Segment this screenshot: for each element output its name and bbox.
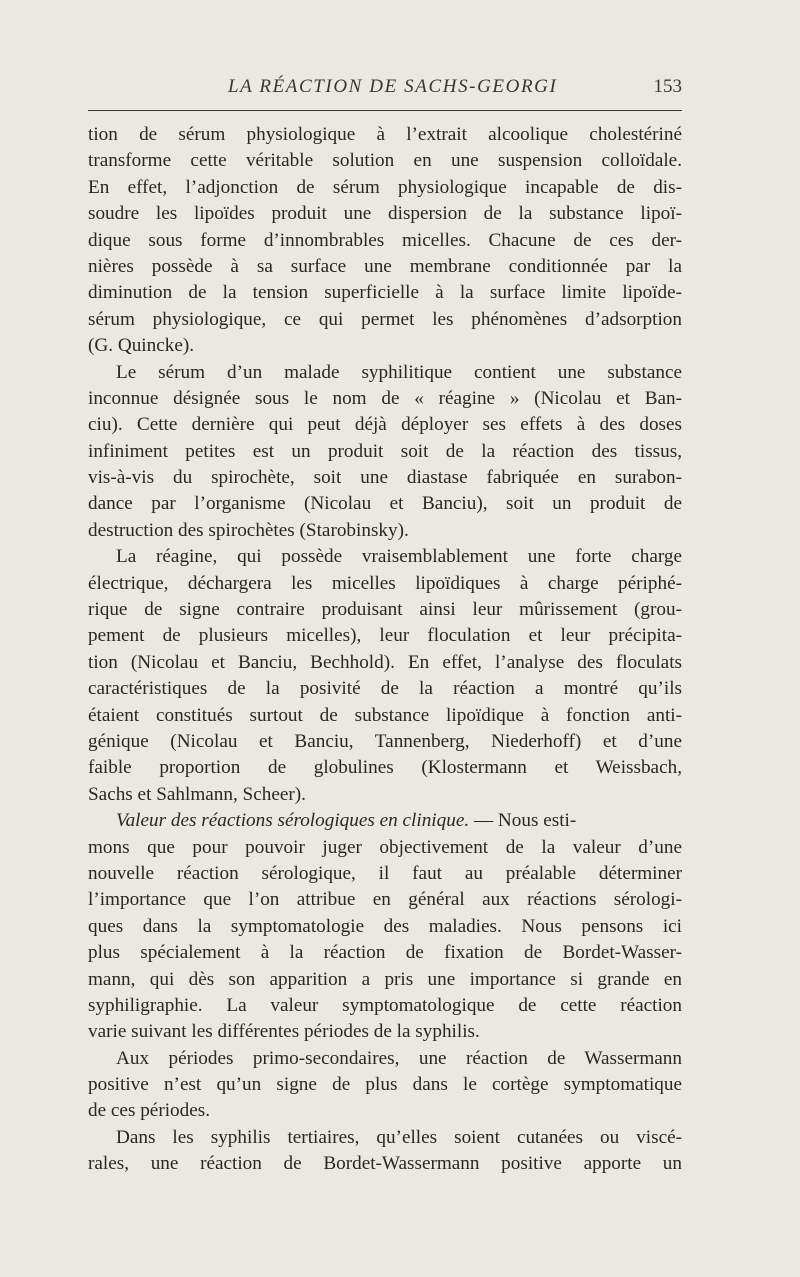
text-line: tion (Nicolau et Banciu, Bechhold). En effet, l’analyse des floculats [88, 651, 682, 673]
text-line: rales, une réaction de Bordet-Wassermann positive apporte un [88, 1153, 682, 1175]
text-line: étaient constitués surtout de substance lipoïdique à fonction anti- [88, 704, 682, 726]
text-line: rique de signe contraire produisant ainsi leur mûrissement (grou- [88, 599, 682, 621]
text-line: (G. Quincke). [88, 335, 195, 357]
text-line: vis-à-vis du spirochète, soit une diastase fabriquée en surabon- [88, 467, 682, 489]
text-line: électrique, déchargera les micelles lipoïdiques à charge périphé- [88, 572, 682, 594]
text-line: En effet, l’adjonction de sérum physiologique incapable de dis- [88, 176, 682, 198]
text-line: mons que pour pouvoir juger objectivement de la valeur d’une [88, 836, 682, 858]
text-line: mann, qui dès son apparition a pris une importance si grande en [88, 968, 682, 990]
text-line: diminution de la tension superficielle à la surface limite lipoïde- [88, 282, 682, 304]
text-line: faible proportion de globulines (Klostermann et Weissbach, [88, 757, 682, 779]
text-line: syphiligraphie. La valeur symptomatologique de cette réaction [88, 994, 682, 1016]
text-line: La réagine, qui possède vraisemblablement une forte charge [116, 546, 682, 568]
text-line: génique (Nicolau et Banciu, Tannenberg, Niederhoff) et d’une [88, 730, 682, 752]
text-segment: — Nous esti- [469, 810, 577, 832]
text-line: transforme cette véritable solution en une suspension colloïdale. [88, 150, 682, 172]
text-line: positive n’est qu’un signe de plus dans le cortège symptomatique [88, 1074, 682, 1096]
body-text [88, 122, 682, 1178]
text-line: Le sérum d’un malade syphilitique contient une substance [116, 361, 682, 383]
text-line: dique sous forme d’innombrables micelles. Chacune de ces der- [88, 229, 682, 251]
section-heading: Valeur des réactions sérologiques en clinique. [116, 810, 470, 832]
text-line: nouvelle réaction sérologique, il faut au préalable déterminer [88, 862, 682, 884]
page-number: 153 [653, 76, 682, 97]
text-line: destruction des spirochètes (Starobinsky). [88, 519, 409, 541]
text-line: infiniment petites est un produit soit de la réaction des tissus, [88, 440, 682, 462]
text-line: Aux périodes primo-secondaires, une réaction de Wassermann [116, 1047, 682, 1069]
text-line: l’importance que l’on attribue en général aux réactions sérologi- [88, 889, 682, 911]
text-line: pement de plusieurs micelles), leur floculation et leur précipita- [88, 625, 682, 647]
text-line: dance par l’organisme (Nicolau et Banciu), soit un produit de [88, 493, 682, 515]
text-line: caractéristiques de la posivité de la réaction a montré qu’ils [88, 678, 682, 700]
text-line: soudre les lipoïdes produit une dispersion de la substance lipoï- [88, 203, 682, 225]
text-line: ciu). Cette dernière qui peut déjà déployer ses effets à des doses [88, 414, 682, 436]
text-line: de ces périodes. [88, 1100, 211, 1122]
text-line: plus spécialement à la réaction de fixation de Bordet-Wasser- [88, 942, 682, 964]
text-line: sérum physiologique, ce qui permet les phénomènes d’adsorption [88, 308, 682, 330]
text-line: ques dans la symptomatologie des maladies. Nous pensons ici [88, 915, 682, 937]
running-header [88, 76, 682, 102]
running-title: LA RÉACTION DE SACHS-GEORGI [228, 76, 558, 97]
text-line: Dans les syphilis tertiaires, qu’elles soient cutanées ou viscé- [116, 1126, 682, 1148]
header-rule [88, 110, 682, 111]
text-line: inconnue désignée sous le nom de « réagine » (Nicolau et Ban- [88, 387, 682, 409]
text-line: nières possède à sa surface une membrane conditionnée par la [88, 255, 682, 277]
text-line: tion de sérum physiologique à l’extrait alcoolique cholestériné [88, 124, 682, 145]
text-line: varie suivant les différentes périodes de la syphilis. [88, 1021, 480, 1043]
text-line: Sachs et Sahlmann, Scheer). [88, 783, 306, 805]
section-line [88, 808, 682, 834]
